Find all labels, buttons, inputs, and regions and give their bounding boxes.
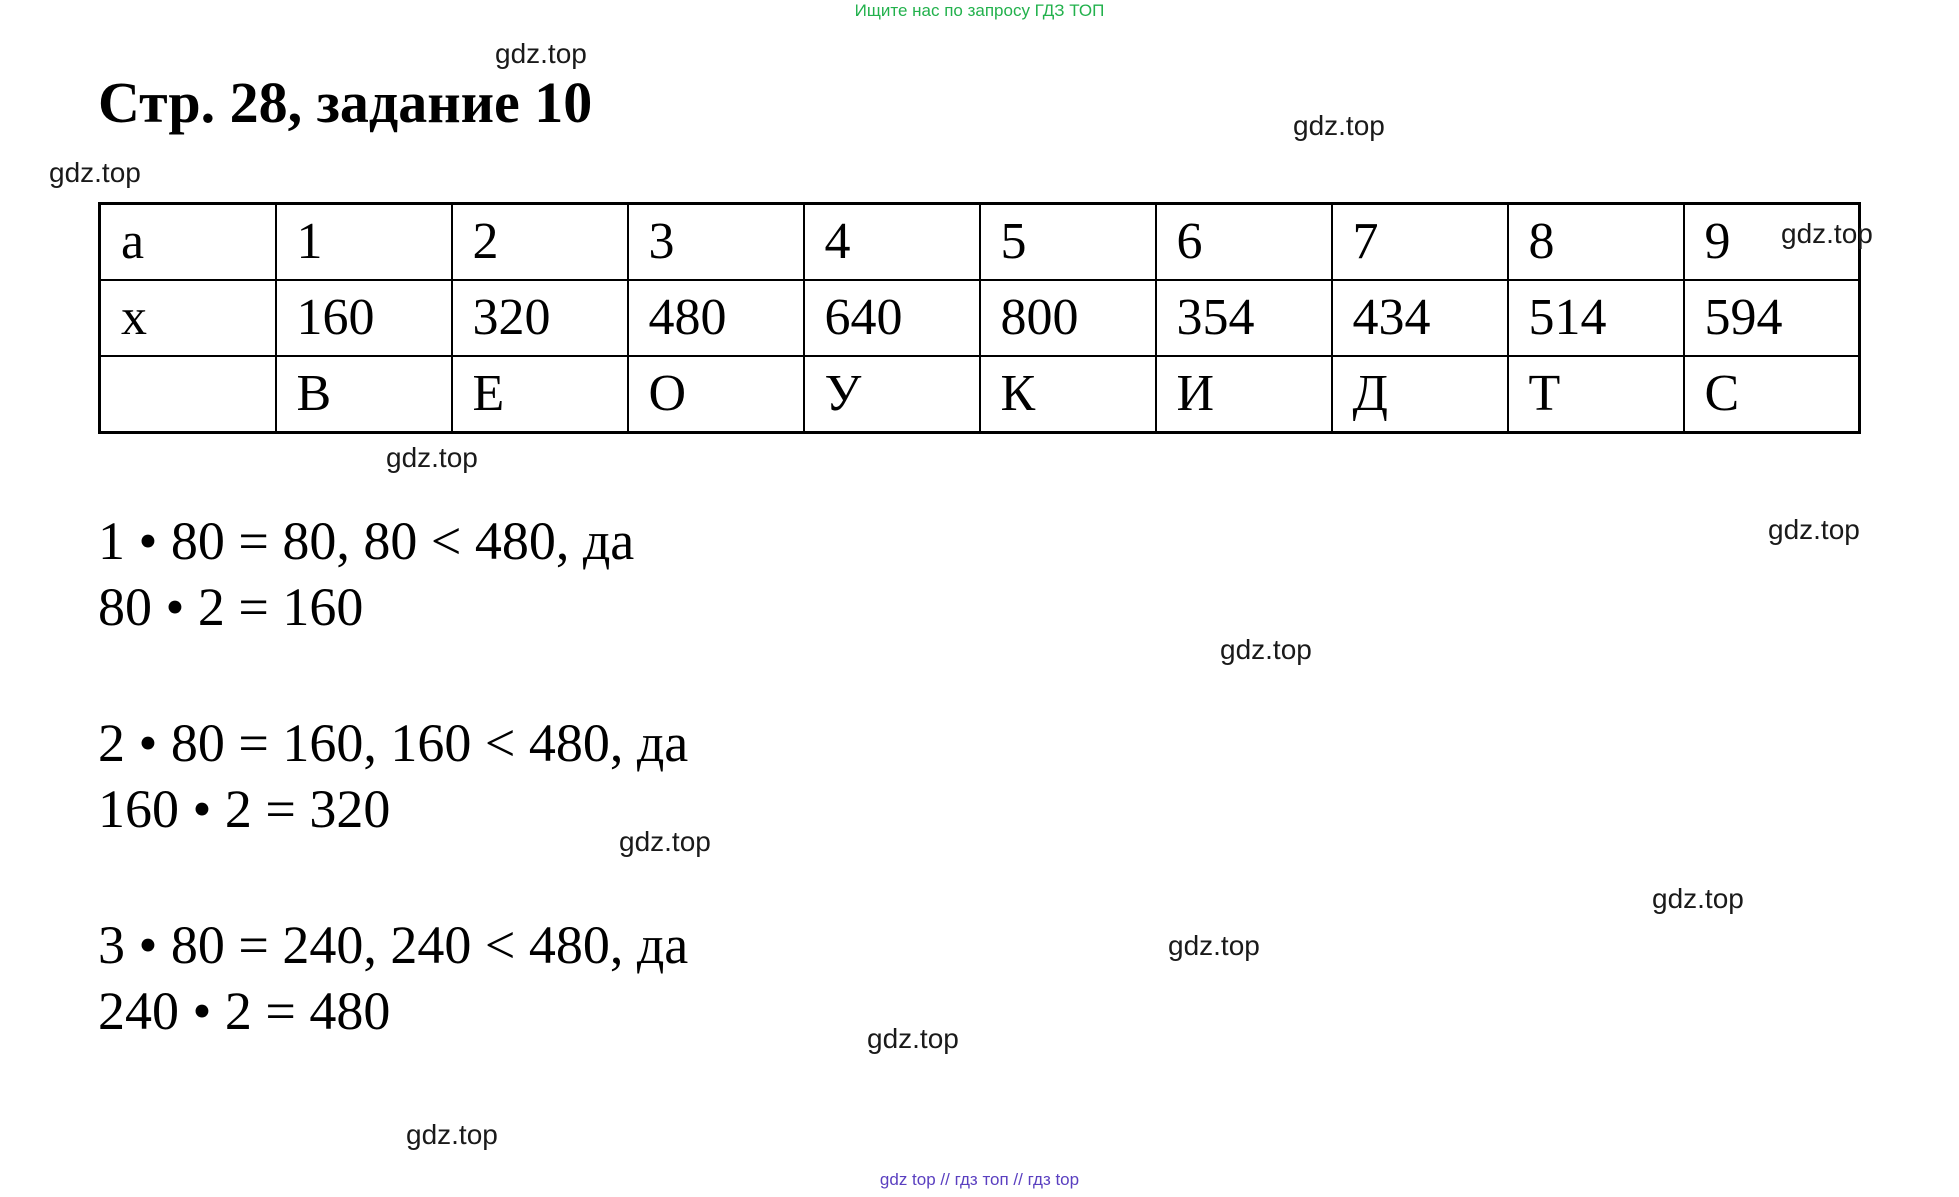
table-cell: О <box>628 356 804 433</box>
page-title: Стр. 28, задание 10 <box>98 70 593 135</box>
watermark: gdz.top <box>1781 218 1873 249</box>
watermark: gdz.top <box>386 442 478 473</box>
watermark: gdz.top <box>1168 930 1260 961</box>
table-cell: 9 <box>1684 204 1860 281</box>
table-cell: И <box>1156 356 1332 433</box>
calculation-line: 1 • 80 = 80, 80 < 480, да <box>98 511 635 571</box>
table-cell: К <box>980 356 1156 433</box>
table-cell: а <box>100 204 276 281</box>
table-cell <box>100 356 276 433</box>
watermark: gdz.top <box>1768 514 1860 545</box>
table-cell: х <box>100 280 276 356</box>
table-cell: 320 <box>452 280 628 356</box>
calculation-line: 80 • 2 = 160 <box>98 577 364 637</box>
table-cell: В <box>276 356 452 433</box>
table-cell: 8 <box>1508 204 1684 281</box>
table-cell: Т <box>1508 356 1684 433</box>
table-row <box>100 356 1860 433</box>
table-cell: 640 <box>804 280 980 356</box>
calculation-line: 2 • 80 = 160, 160 < 480, да <box>98 713 689 773</box>
table-cell: С <box>1684 356 1860 433</box>
watermark: gdz.top <box>495 38 587 69</box>
table-cell: 3 <box>628 204 804 281</box>
table-cell: 5 <box>980 204 1156 281</box>
footer-links[interactable]: gdz top // гдз топ // гдз top <box>879 1170 1080 1189</box>
calculation-line: 160 • 2 = 320 <box>98 779 391 839</box>
table-cell: 800 <box>980 280 1156 356</box>
answer-table <box>98 202 1861 434</box>
table-cell: 514 <box>1508 280 1684 356</box>
watermark: gdz.top <box>406 1119 498 1150</box>
table-cell: 6 <box>1156 204 1332 281</box>
table-row <box>100 204 1860 281</box>
table-cell: 434 <box>1332 280 1508 356</box>
watermark: gdz.top <box>1652 883 1744 914</box>
watermark: gdz.top <box>867 1023 959 1054</box>
table-cell: 354 <box>1156 280 1332 356</box>
table-row <box>100 280 1860 356</box>
table-cell: 480 <box>628 280 804 356</box>
table-cell: Д <box>1332 356 1508 433</box>
watermark: gdz.top <box>1220 634 1312 665</box>
table-cell: 594 <box>1684 280 1860 356</box>
watermark: gdz.top <box>49 157 141 188</box>
calculation-line: 240 • 2 = 480 <box>98 981 391 1041</box>
table-cell: Е <box>452 356 628 433</box>
table-cell: 160 <box>276 280 452 356</box>
table-cell: У <box>804 356 980 433</box>
table-cell: 1 <box>276 204 452 281</box>
top-banner[interactable]: Ищите нас по запросу ГДЗ ТОП <box>854 1 1105 20</box>
watermark: gdz.top <box>619 826 711 857</box>
calculation-line: 3 • 80 = 240, 240 < 480, да <box>98 915 689 975</box>
table-cell: 2 <box>452 204 628 281</box>
watermark: gdz.top <box>1293 110 1385 141</box>
table-cell: 7 <box>1332 204 1508 281</box>
table-cell: 4 <box>804 204 980 281</box>
